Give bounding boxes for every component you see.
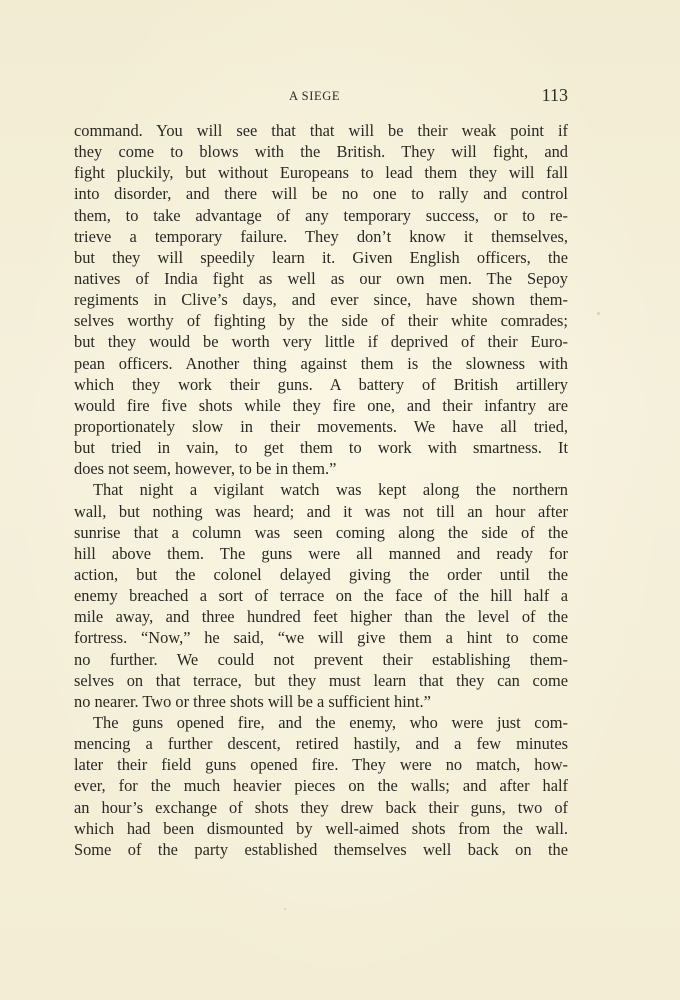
text-line: no further. We could not prevent their establishing them- — [74, 649, 568, 669]
text-line: selves on that terrace, but they must learn that they can come — [74, 670, 568, 690]
text-line: but they will speedily learn it. Given English officers, the — [74, 247, 568, 267]
text-line: sunrise that a column was seen coming along the side of the — [74, 522, 568, 542]
text-line: which had been dismounted by well-aimed shots from the wall. — [74, 818, 568, 838]
text-line: which they work their guns. A battery of British artillery — [74, 374, 568, 394]
text-line: trieve a temporary failure. They don’t know it themselves, — [74, 226, 568, 246]
text-line: no nearer. Two or three shots will be a sufficient hint.” — [74, 691, 431, 711]
running-title: A SIEGE — [289, 89, 341, 103]
text-line: Some of the party established themselves well back on the — [74, 839, 568, 859]
text-line: action, but the colonel delayed giving the order until the — [74, 564, 568, 584]
text-line: fortress. “Now,” he said, “we will give them a hint to come — [74, 628, 568, 648]
text-line: natives of India fight as well as our own men. The Sepoy — [74, 268, 568, 288]
text-line: but they would be worth very little if deprived of their Euro- — [74, 332, 568, 352]
page-number: 113 — [541, 85, 568, 105]
running-head — [74, 86, 568, 108]
text-line: proportionately slow in their movements. We have all tried, — [74, 416, 568, 436]
text-line: would fire five shots while they fire one, and their infantry are — [74, 395, 568, 415]
text-line: them, to take advantage of any temporary success, or to re- — [74, 205, 568, 225]
text-line: fight pluckily, but without Europeans to lead them they will fall — [74, 163, 568, 183]
body-text — [74, 120, 568, 860]
paper-speck — [597, 312, 600, 315]
text-line: later their field guns opened fire. They were no match, how- — [74, 755, 568, 775]
text-line: into disorder, and there will be no one to rally and control — [74, 184, 568, 204]
text-line: selves worthy of fighting by the side of their white comrades; — [74, 311, 568, 331]
text-line: mile away, and three hundred feet higher than the level of the — [74, 607, 568, 627]
text-line: mencing a further descent, retired hastily, and a few minutes — [74, 734, 568, 754]
text-line: an hour’s exchange of shots they drew back their guns, two of — [74, 797, 568, 817]
text-line: The guns opened fire, and the enemy, who were just com- — [93, 712, 568, 732]
text-line: enemy breached a sort of terrace on the face of the hill half a — [74, 586, 568, 606]
text-line: they come to blows with the British. They will fight, and — [74, 142, 568, 162]
text-line: regiments in Clive’s days, and ever since, have shown them- — [74, 290, 568, 310]
text-line: ever, for the much heavier pieces on the walls; and after half — [74, 776, 568, 796]
text-line: does not seem, however, to be in them.” — [74, 459, 337, 479]
text-line: command. You will see that that will be their weak point if — [74, 121, 568, 140]
paper-speck — [284, 908, 286, 910]
text-line: but tried in vain, to get them to work with smartness. It — [74, 438, 568, 458]
text-line: hill above them. The guns were all manned and ready for — [74, 543, 568, 563]
text-line: wall, but nothing was heard; and it was not till an hour after — [74, 501, 568, 521]
text-line: That night a vigilant watch was kept along the northern — [93, 480, 568, 500]
text-line: pean officers. Another thing against them is the slowness with — [74, 353, 568, 373]
